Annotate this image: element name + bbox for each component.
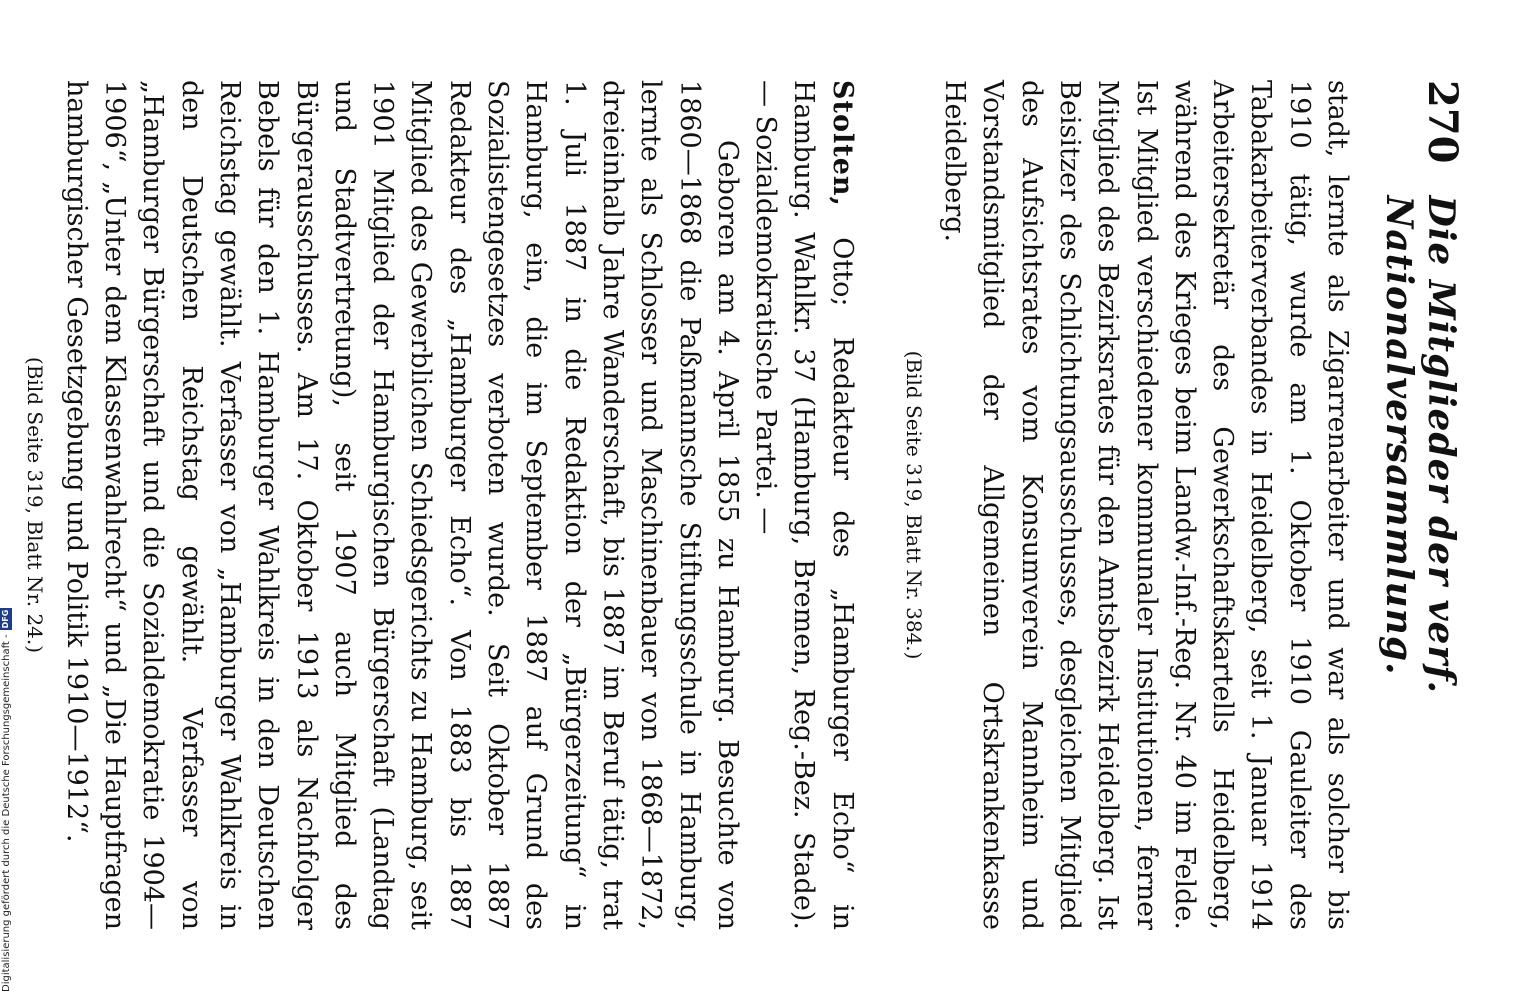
entry-name-stolten: Stolten, [826, 80, 858, 207]
image-reference-caption-stolten: (Bild Seite 319, Blatt Nr. 24.) [23, 356, 48, 654]
running-title: Die Mitglieder der verf. Nationalversammlung. [1378, 195, 1462, 695]
credit-line [0, 608, 12, 992]
dfg-logo: DFG [1, 609, 10, 629]
page-header [1378, 80, 1466, 930]
continuation-paragraph: stadt, lernte als Zigarrenarbeiter und war als solcher bis 1910 tätig, wurde am 1. Oktober 1910 Gauleiter des Tabakarbeiterverbandes in Heidelberg, seit 1. Januar 1914 Arbeitersekretär des Gewerkschaftskartells Heidelberg, während des Krieges beim Landw.-Inf.-Reg. Nr. 40 im Felde. Ist Mitglied verschiedener kommunaler Institutionen, ferner Mitglied des Bezirksrates für den Amtsbezirk Heidelberg. Ist Beisitzer des Schlichtungsausschusses, desgleichen Mitglied des Aufsichtsrates vom Konsumverein Mannheim und Vorstandsmitglied der Allgemeinen Ortskrankenkasse Heidelberg. [939, 80, 1353, 930]
page-number: 270 [1419, 80, 1466, 164]
image-reference-caption: (Bild Seite 319, Blatt Nr. 384.) [901, 350, 926, 660]
entry-heading-stolten [746, 80, 861, 930]
entry-body-stolten: Geboren am 4. April 1855 zu Hamburg. Besuchte von 1860—1868 die Paßmannsche Stiftungsschule in Hamburg, lernte als Schlosser und Maschinenbauer von 1868—1872, dreieinhalb Jahre Wanderschaft, bis 1887 im Beruf tätig, trat 1. Juli 1887 in die Redaktion der „Bürgerzeitung“ in Hamburg, ein, die im September 1887 auf Grund des Sozialistengesetzes verboten wurde. Seit Oktober 1887 Redakteur des „Hamburger Echo“. Von 1883 bis 1887 Mitglied des Gewerblichen Schiedsgerichts zu Hamburg, seit 1901 Mitglied der Hamburgischen Bürgerschaft (Landtag und Stadtvertretung), seit 1907 auch Mitglied des Bürgerausschusses. Am 17. Oktober 1913 als Nachfolger Bebels für den 1. Hamburger Wahlkreis in den Deutschen Reichstag gewählt. Verfasser von „Hamburger Wahlkreis in den Deutschen Reichstag gewählt. Verfasser von „Hamburger Bürgerschaft und die Sozialdemokratie 1904—1906“, „Unter dem Klassenwahlrecht“ und „Die Hauptfragen hamburgischer Gesetzgebung und Politik 1910—1912“. [60, 80, 743, 930]
entry-head-text-stolten: Otto; Redakteur des „Hamburger Echo“ in Hamburg. Wahlkr. 37 (Hamburg, Bremen, Reg.-Bez. Stade). — Sozialdemokratische Partei. — [750, 80, 858, 930]
credit-text: Digitalisierung gefördert durch die Deutsche Forschungsgemeinschaft - [0, 634, 12, 992]
digitization-credit [0, 0, 14, 1000]
